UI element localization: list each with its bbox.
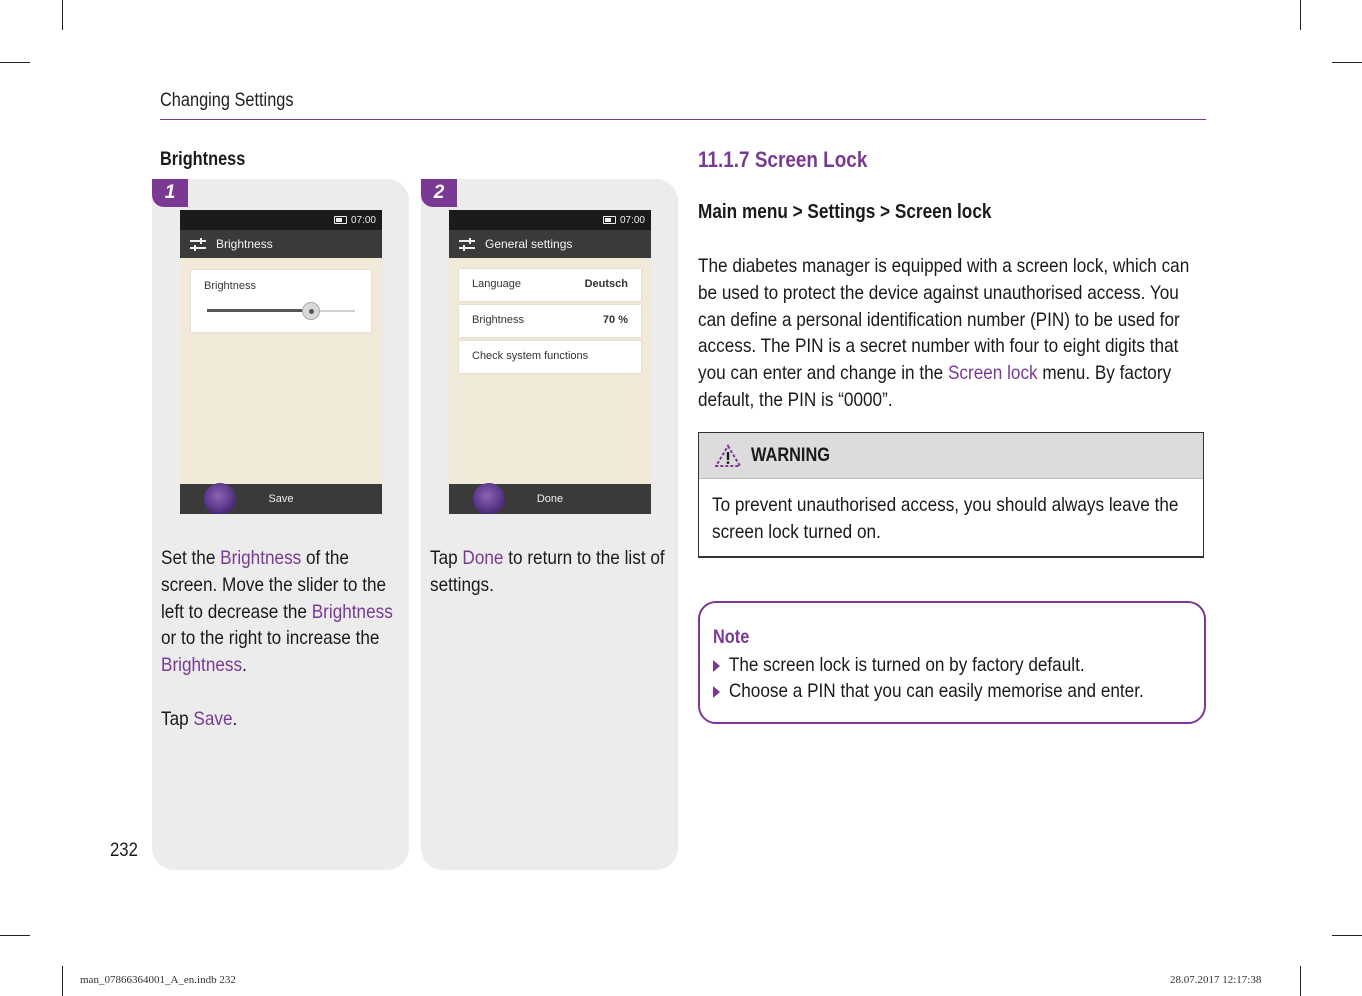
row-label: Brightness (472, 314, 524, 326)
slider-track (207, 310, 355, 312)
warning-text: To prevent unauthorised access, you should always leave the screen lock turned on. (712, 494, 1179, 543)
print-timestamp: 28.07.2017 12:17:38 (1170, 974, 1262, 986)
note-title: Note (713, 627, 750, 648)
crop-mark (1300, 966, 1301, 996)
step1-instructions (161, 545, 400, 733)
step-badge-2: 2 (421, 179, 457, 207)
step1-tap-save: Tap Save. (161, 707, 238, 730)
brightness-label: Brightness (204, 280, 256, 292)
status-bar (449, 210, 651, 230)
slider-knob[interactable] (302, 302, 320, 320)
touch-indicator (473, 483, 505, 514)
slider-fill (207, 309, 311, 312)
step2-instructions (430, 545, 676, 599)
crop-mark (1332, 62, 1362, 63)
crop-mark (1332, 935, 1362, 936)
device-screen-brightness (180, 210, 382, 514)
screen-title-bar (180, 230, 382, 258)
battery-icon (334, 216, 347, 224)
menu-path: Main menu > Settings > Screen lock (698, 201, 992, 223)
save-button[interactable] (180, 484, 382, 514)
screen-title: Brightness (216, 237, 273, 251)
done-label: Done (536, 493, 564, 505)
screen-title: General settings (485, 237, 573, 251)
crop-mark (0, 62, 30, 63)
row-label: Check system functions (472, 350, 589, 362)
crop-mark (0, 935, 30, 936)
row-value: Deutsch (584, 278, 628, 290)
warning-label: WARNING (751, 444, 830, 466)
settings-row-check-system[interactable] (459, 341, 641, 373)
crop-mark (1300, 0, 1301, 30)
step2-paragraph: Tap Done to return to the list of settings. (430, 547, 665, 596)
done-button[interactable] (449, 484, 651, 514)
warning-box (698, 432, 1204, 558)
bullet-arrow-icon (713, 660, 720, 672)
clock: 07:00 (350, 214, 376, 226)
ui-term: Save (193, 707, 233, 730)
header-rule (160, 119, 1206, 120)
row-label: Language (472, 278, 521, 290)
ui-term: Brightness (311, 600, 393, 623)
crop-mark (62, 0, 63, 30)
device-screen-general-settings (449, 210, 651, 514)
ui-term: Brightness (161, 654, 243, 677)
save-label: Save (268, 493, 294, 505)
ui-term: Screen lock (947, 362, 1038, 385)
settings-row-brightness[interactable] (459, 305, 641, 337)
settings-sliders-icon (459, 238, 475, 251)
step1-paragraph: Set the Brightness of the screen. Move the slider to the left to decrease the Brightness or to the right to increase the Brightness. (161, 547, 393, 677)
brightness-card (191, 270, 371, 332)
screen-title-bar (449, 230, 651, 258)
settings-row-language[interactable] (459, 269, 641, 301)
section-heading: 11.1.7 Screen Lock (698, 147, 868, 172)
section-title: Brightness (160, 149, 246, 170)
running-header: Changing Settings (160, 90, 294, 111)
status-bar (180, 210, 382, 230)
screen-lock-description: The diabetes manager is equipped with a screen lock, which can be used to protect the device against unauthorised access. You can define a personal identification number (PIN) to be used for access. The PIN is a secret number with four to eight digits that you can enter and change in the Screen lock menu. By factory default, the PIN is “0000”. (698, 255, 1190, 411)
step-badge-1: 1 (152, 179, 188, 207)
warning-header (699, 433, 1203, 479)
touch-indicator (204, 483, 236, 514)
warning-icon (715, 444, 741, 468)
ui-term: Done (462, 547, 504, 569)
bullet-arrow-icon (713, 686, 720, 698)
ui-term: Brightness (220, 547, 302, 569)
settings-sliders-icon (190, 238, 206, 251)
page-number: 232 (110, 840, 138, 861)
note-item: Choose a PIN that you can easily memorise and enter. (713, 680, 1144, 703)
note-box (698, 601, 1206, 724)
print-file-label: man_07866364001_A_en.indb 232 (80, 974, 236, 986)
crop-mark (62, 966, 63, 996)
clock: 07:00 (619, 214, 645, 226)
row-value: 70 % (602, 314, 628, 326)
battery-icon (603, 216, 616, 224)
note-item: The screen lock is turned on by factory default. (713, 654, 1085, 677)
